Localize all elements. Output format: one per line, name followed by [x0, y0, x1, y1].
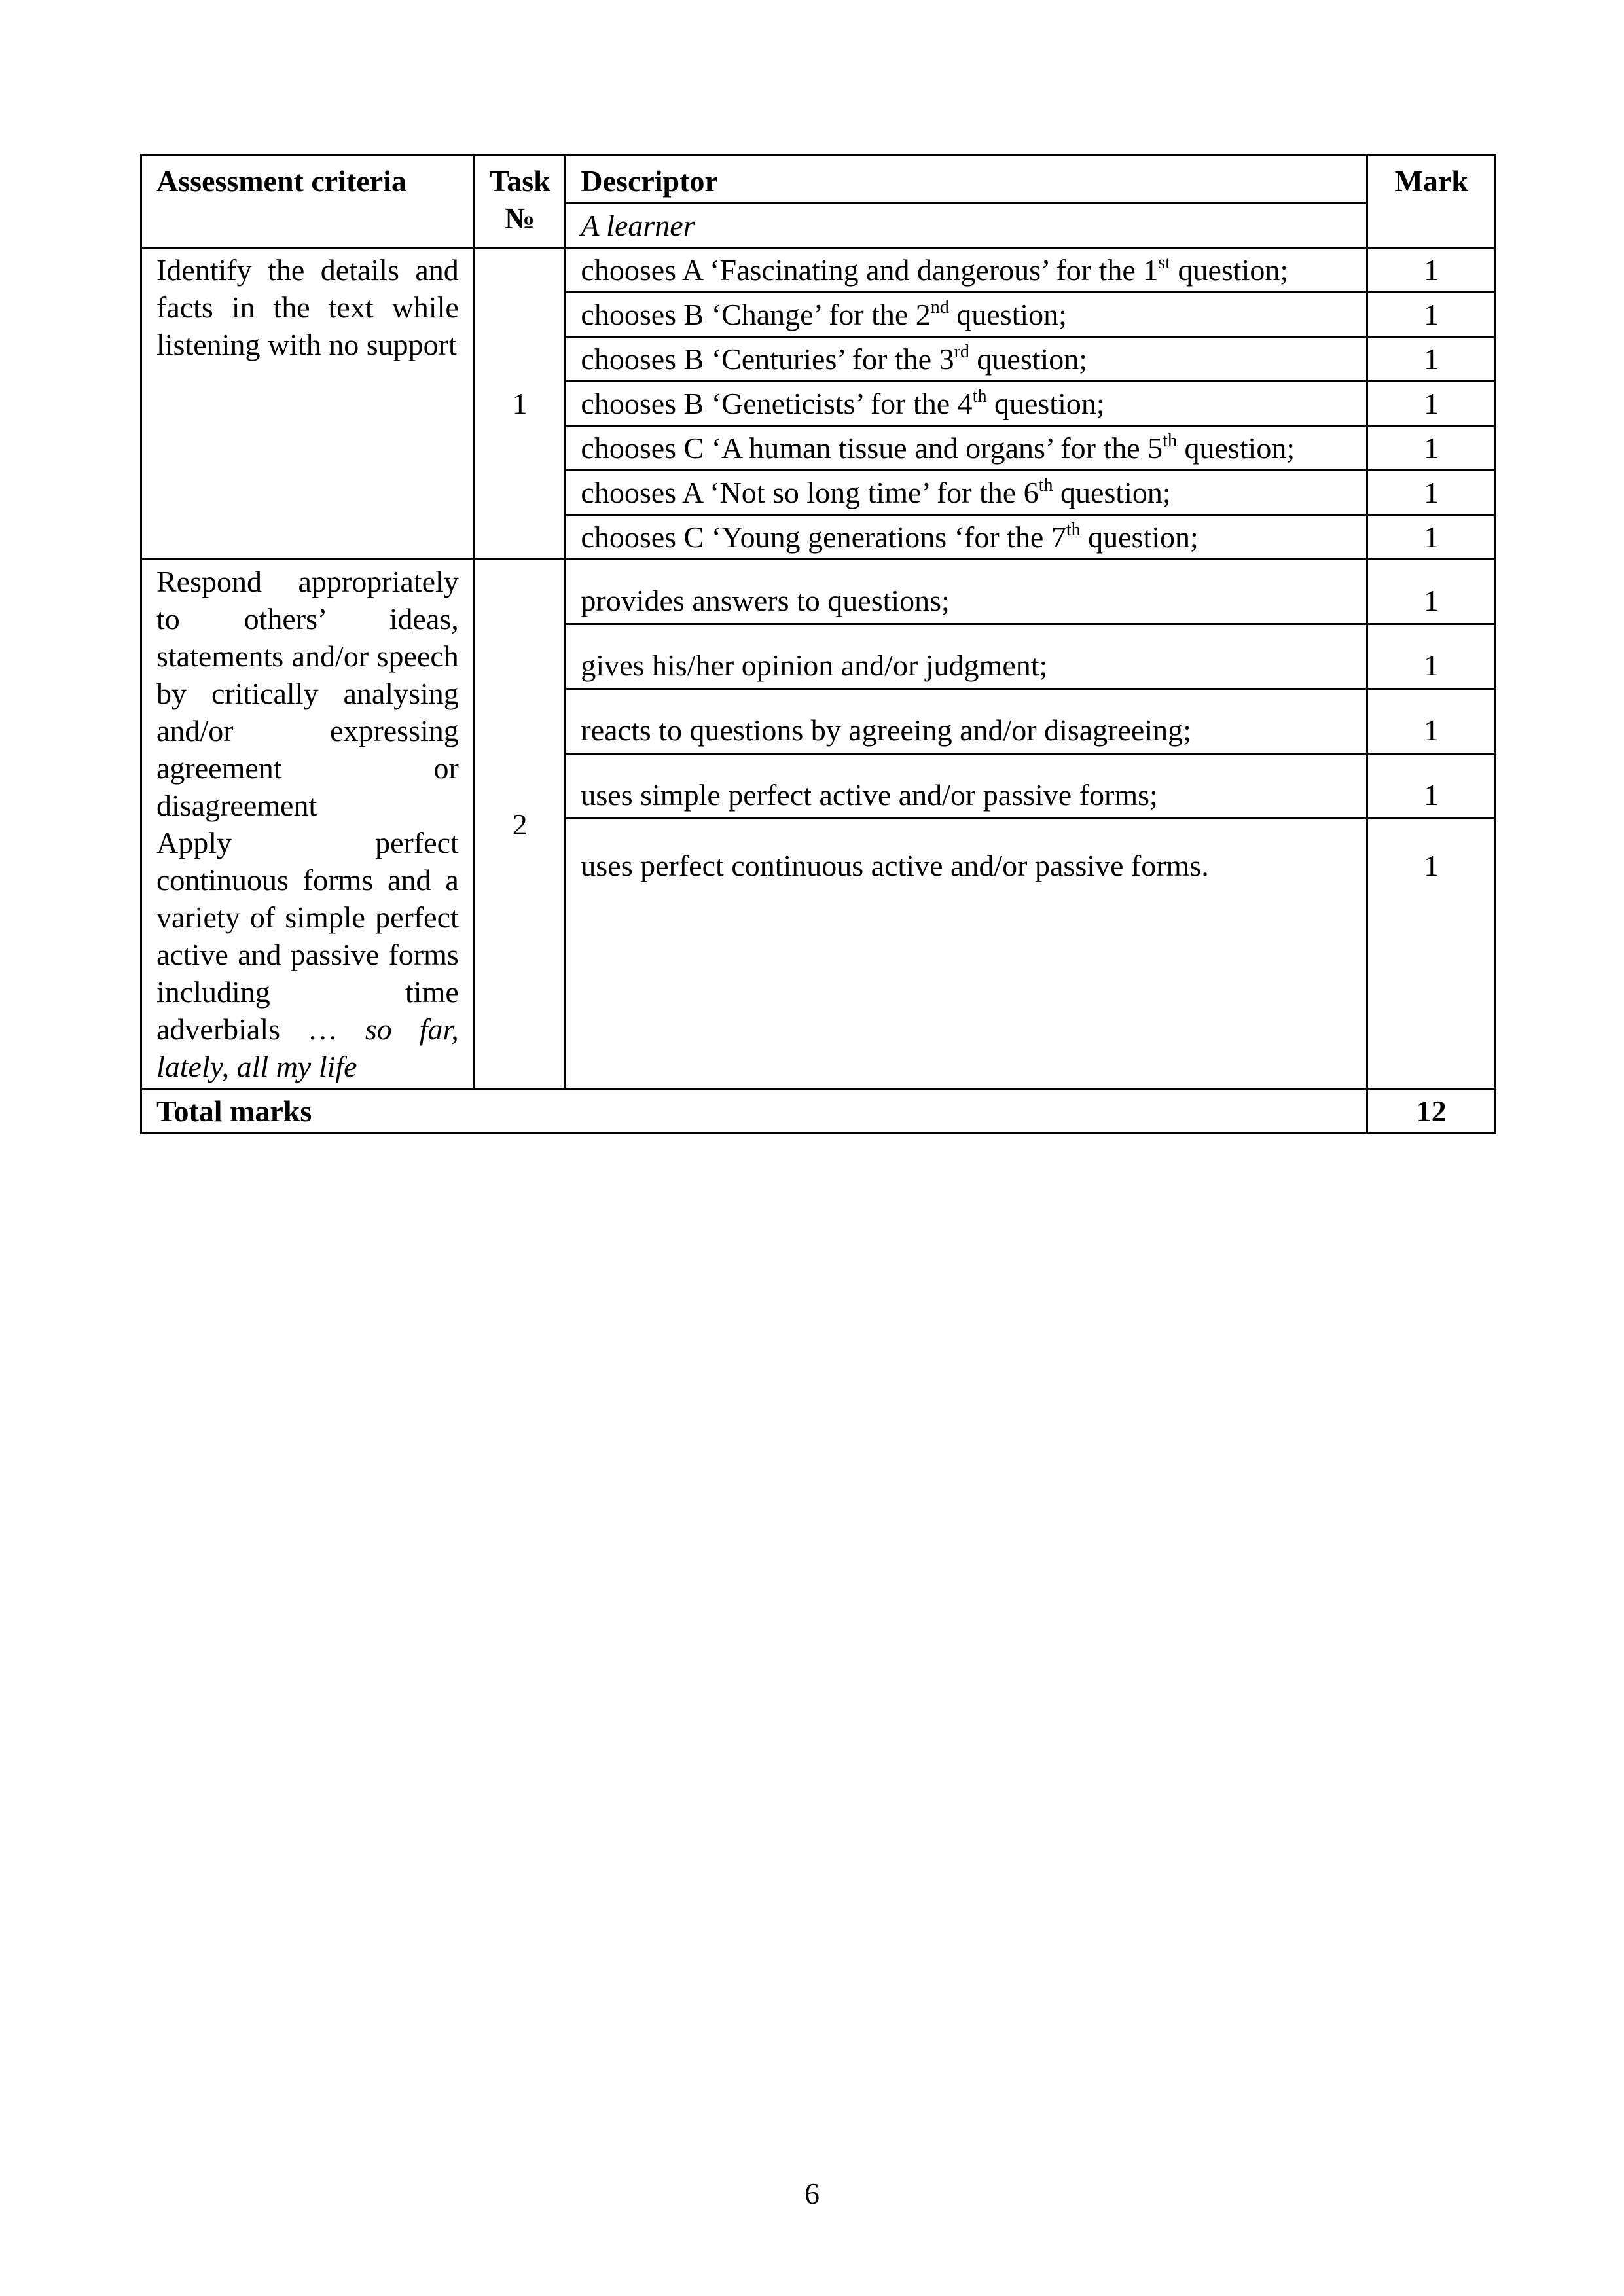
- ordinal-suffix: rd: [954, 342, 969, 362]
- task2-criteria-b: [156, 824, 459, 1085]
- task2-criteria: [141, 560, 475, 1089]
- task1-criteria: [141, 248, 475, 560]
- total-label: Total marks: [141, 1089, 1367, 1134]
- ordinal-suffix: th: [1163, 431, 1177, 451]
- ordinal-suffix: st: [1158, 253, 1170, 273]
- descriptor-text-end: question;: [969, 342, 1088, 376]
- task1-mark: 1: [1367, 248, 1496, 293]
- ordinal-suffix: th: [1066, 520, 1081, 540]
- descriptor-text: chooses A ‘Fascinating and dangerous’ for the 1: [581, 253, 1159, 287]
- assessment-table: [140, 154, 1496, 1134]
- task1-criteria-text: Identify the details and facts in the text while listening with no support: [156, 253, 459, 361]
- task2-section: [141, 560, 1496, 1089]
- descriptor-text: chooses A ‘Not so long time’ for the 6: [581, 476, 1039, 509]
- task1-mark: 1: [1367, 515, 1496, 560]
- task1-section: [141, 248, 1496, 560]
- task1-mark: 1: [1367, 382, 1496, 426]
- total-row: [141, 1089, 1496, 1134]
- descriptor-text-end: question;: [1053, 476, 1171, 509]
- task1-number: 1: [474, 248, 566, 560]
- task1-mark: 1: [1367, 426, 1496, 471]
- task1-descriptor: [566, 382, 1367, 426]
- task2-row: [141, 560, 1496, 624]
- descriptor-text: chooses B ‘Centuries’ for the 3: [581, 342, 954, 376]
- task1-descriptor: [566, 248, 1367, 293]
- task2-mark: 1: [1367, 560, 1496, 624]
- task2-descriptor: provides answers to questions;: [566, 560, 1367, 624]
- task2-mark: 1: [1367, 624, 1496, 689]
- total-value: 12: [1367, 1089, 1496, 1134]
- task1-descriptor: [566, 471, 1367, 515]
- descriptor-text: chooses C ‘Young generations ‘for the 7: [581, 520, 1066, 554]
- header-descriptor: Descriptor: [566, 155, 1367, 204]
- task2-mark: 1: [1367, 689, 1496, 754]
- task1-descriptor: [566, 293, 1367, 337]
- page-number: 6: [804, 2177, 820, 2210]
- task1-descriptor: [566, 515, 1367, 560]
- task2-criteria-b-text: Apply perfect continuous forms and a variety of simple perfect active and passive forms including time adverbials …: [156, 826, 459, 1046]
- task2-number: 2: [474, 560, 566, 1089]
- header-row: [141, 155, 1496, 204]
- subheader-learner: A learner: [566, 204, 1367, 248]
- task2-criteria-a: Respond appropriately to others’ ideas, statements and/or speech by critically analysing and/or expressing agreement or disagreement: [156, 565, 459, 822]
- ordinal-suffix: nd: [930, 297, 949, 317]
- descriptor-text-end: question;: [986, 387, 1105, 420]
- task1-descriptor: [566, 337, 1367, 382]
- task2-descriptor: uses perfect continuous active and/or passive forms.: [566, 819, 1367, 1089]
- task1-descriptor: [566, 426, 1367, 471]
- header-mark: Mark: [1367, 155, 1496, 248]
- header-criteria: Assessment criteria: [141, 155, 475, 248]
- descriptor-text-end: question;: [1170, 253, 1289, 287]
- descriptor-text-end: question;: [1176, 431, 1295, 465]
- descriptor-text-end: question;: [1080, 520, 1199, 554]
- task2-mark: 1: [1367, 754, 1496, 819]
- descriptor-text: chooses B ‘Change’ for the 2: [581, 298, 931, 331]
- task1-row: [141, 248, 1496, 293]
- task2-descriptor: uses simple perfect active and/or passive forms;: [566, 754, 1367, 819]
- task2-criteria-b-italic: so far, lately, all my life: [156, 1013, 459, 1083]
- descriptor-text: chooses C ‘A human tissue and organs’ for the 5: [581, 431, 1163, 465]
- task1-mark: 1: [1367, 471, 1496, 515]
- task2-descriptor: reacts to questions by agreeing and/or disagreeing;: [566, 689, 1367, 754]
- header-task: Task №: [474, 155, 566, 248]
- task2-descriptor: gives his/her opinion and/or judgment;: [566, 624, 1367, 689]
- task1-mark: 1: [1367, 337, 1496, 382]
- task1-mark: 1: [1367, 293, 1496, 337]
- ordinal-suffix: th: [1038, 475, 1053, 495]
- task2-mark: 1: [1367, 819, 1496, 1089]
- descriptor-text-end: question;: [948, 298, 1067, 331]
- descriptor-text: chooses B ‘Geneticists’ for the 4: [581, 387, 973, 420]
- ordinal-suffix: th: [972, 386, 987, 406]
